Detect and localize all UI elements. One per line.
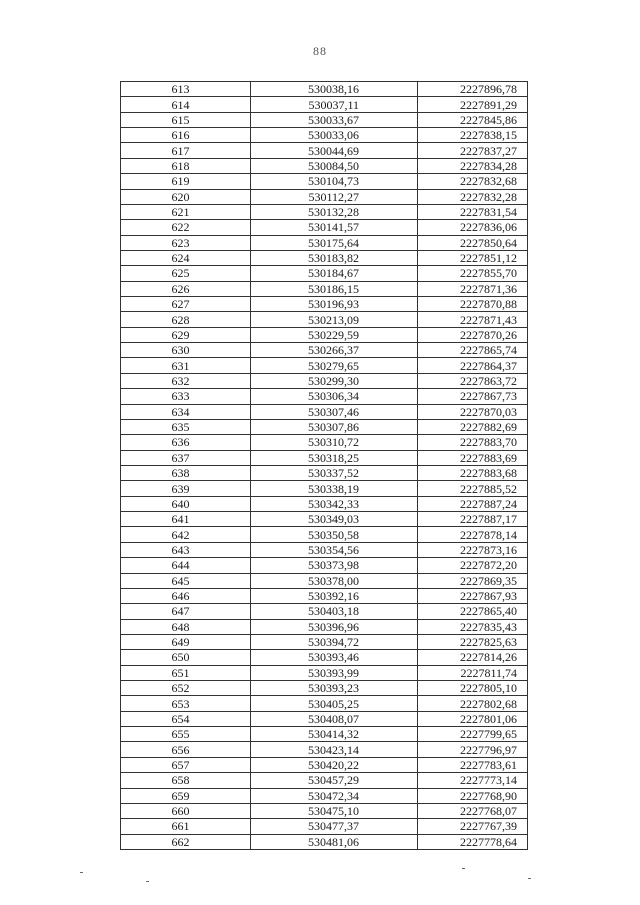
table-row xyxy=(121,542,528,557)
y-coordinate-cell: 2227887,17 xyxy=(418,512,528,527)
y-coordinate-cell: 2227869,35 xyxy=(418,573,528,588)
y-coordinate-cell: 2227885,52 xyxy=(418,481,528,496)
x-coordinate-cell: 530457,29 xyxy=(251,773,418,788)
point-number-cell: 627 xyxy=(121,297,251,312)
x-coordinate-cell: 530310,72 xyxy=(251,435,418,450)
point-number-cell: 633 xyxy=(121,389,251,404)
point-number-cell: 651 xyxy=(121,665,251,680)
x-coordinate-cell: 530420,22 xyxy=(251,757,418,772)
point-number-cell: 645 xyxy=(121,573,251,588)
y-coordinate-cell: 2227834,28 xyxy=(418,158,528,173)
table-row xyxy=(121,819,528,834)
table-row xyxy=(121,450,528,465)
y-coordinate-cell: 2227883,68 xyxy=(418,465,528,480)
point-number-cell: 646 xyxy=(121,588,251,603)
point-number-cell: 631 xyxy=(121,358,251,373)
x-coordinate-cell: 530472,34 xyxy=(251,788,418,803)
table-row xyxy=(121,97,528,112)
point-number-cell: 644 xyxy=(121,558,251,573)
x-coordinate-cell: 530337,52 xyxy=(251,465,418,480)
y-coordinate-cell: 2227837,27 xyxy=(418,143,528,158)
point-number-cell: 632 xyxy=(121,373,251,388)
x-coordinate-cell: 530338,19 xyxy=(251,481,418,496)
x-coordinate-cell: 530183,82 xyxy=(251,250,418,265)
x-coordinate-cell: 530318,25 xyxy=(251,450,418,465)
table-row xyxy=(121,665,528,680)
y-coordinate-cell: 2227863,72 xyxy=(418,373,528,388)
y-coordinate-cell: 2227825,63 xyxy=(418,634,528,649)
y-coordinate-cell: 2227871,43 xyxy=(418,312,528,327)
x-coordinate-cell: 530354,56 xyxy=(251,542,418,557)
table-row xyxy=(121,158,528,173)
x-coordinate-cell: 530033,06 xyxy=(251,128,418,143)
x-coordinate-cell: 530350,58 xyxy=(251,527,418,542)
x-coordinate-cell: 530378,00 xyxy=(251,573,418,588)
point-number-cell: 648 xyxy=(121,619,251,634)
y-coordinate-cell: 2227768,07 xyxy=(418,803,528,818)
y-coordinate-cell: 2227864,37 xyxy=(418,358,528,373)
point-number-cell: 626 xyxy=(121,281,251,296)
y-coordinate-cell: 2227832,28 xyxy=(418,189,528,204)
point-number-cell: 615 xyxy=(121,112,251,127)
y-coordinate-cell: 2227867,73 xyxy=(418,389,528,404)
y-coordinate-cell: 2227773,14 xyxy=(418,773,528,788)
point-number-cell: 638 xyxy=(121,465,251,480)
y-coordinate-cell: 2227801,06 xyxy=(418,711,528,726)
table-row xyxy=(121,358,528,373)
x-coordinate-cell: 530104,73 xyxy=(251,174,418,189)
point-number-cell: 625 xyxy=(121,266,251,281)
point-number-cell: 630 xyxy=(121,343,251,358)
y-coordinate-cell: 2227831,54 xyxy=(418,204,528,219)
point-number-cell: 621 xyxy=(121,204,251,219)
y-coordinate-cell: 2227870,03 xyxy=(418,404,528,419)
x-coordinate-cell: 530033,67 xyxy=(251,112,418,127)
x-coordinate-cell: 530423,14 xyxy=(251,742,418,757)
point-number-cell: 661 xyxy=(121,819,251,834)
x-coordinate-cell: 530044,69 xyxy=(251,143,418,158)
table-row xyxy=(121,297,528,312)
point-number-cell: 620 xyxy=(121,189,251,204)
point-number-cell: 653 xyxy=(121,696,251,711)
y-coordinate-cell: 2227878,14 xyxy=(418,527,528,542)
y-coordinate-cell: 2227845,86 xyxy=(418,112,528,127)
x-coordinate-cell: 530184,67 xyxy=(251,266,418,281)
point-number-cell: 660 xyxy=(121,803,251,818)
x-coordinate-cell: 530475,10 xyxy=(251,803,418,818)
y-coordinate-cell: 2227865,74 xyxy=(418,343,528,358)
x-coordinate-cell: 530408,07 xyxy=(251,711,418,726)
y-coordinate-cell: 2227855,70 xyxy=(418,266,528,281)
point-number-cell: 629 xyxy=(121,327,251,342)
point-number-cell: 652 xyxy=(121,681,251,696)
point-number-cell: 650 xyxy=(121,650,251,665)
y-coordinate-cell: 2227870,26 xyxy=(418,327,528,342)
x-coordinate-cell: 530393,23 xyxy=(251,681,418,696)
y-coordinate-cell: 2227835,43 xyxy=(418,619,528,634)
table-row xyxy=(121,742,528,757)
table-row xyxy=(121,174,528,189)
y-coordinate-cell: 2227882,69 xyxy=(418,419,528,434)
x-coordinate-cell: 530393,46 xyxy=(251,650,418,665)
point-number-cell: 643 xyxy=(121,542,251,557)
x-coordinate-cell: 530477,37 xyxy=(251,819,418,834)
x-coordinate-cell: 530112,27 xyxy=(251,189,418,204)
x-coordinate-cell: 530175,64 xyxy=(251,235,418,250)
point-number-cell: 636 xyxy=(121,435,251,450)
scan-speck xyxy=(462,868,465,869)
point-number-cell: 640 xyxy=(121,496,251,511)
page-number: 88 xyxy=(313,44,327,58)
table-row xyxy=(121,573,528,588)
point-number-cell: 635 xyxy=(121,419,251,434)
table-row xyxy=(121,250,528,265)
x-coordinate-cell: 530342,33 xyxy=(251,496,418,511)
table-row xyxy=(121,803,528,818)
point-number-cell: 656 xyxy=(121,742,251,757)
table-row xyxy=(121,189,528,204)
x-coordinate-cell: 530279,65 xyxy=(251,358,418,373)
y-coordinate-cell: 2227883,69 xyxy=(418,450,528,465)
point-number-cell: 618 xyxy=(121,158,251,173)
table-row xyxy=(121,773,528,788)
point-number-cell: 657 xyxy=(121,757,251,772)
x-coordinate-cell: 530213,09 xyxy=(251,312,418,327)
point-number-cell: 634 xyxy=(121,404,251,419)
table-row xyxy=(121,312,528,327)
point-number-cell: 622 xyxy=(121,220,251,235)
y-coordinate-cell: 2227887,24 xyxy=(418,496,528,511)
x-coordinate-cell: 530132,28 xyxy=(251,204,418,219)
table-row xyxy=(121,650,528,665)
y-coordinate-cell: 2227796,97 xyxy=(418,742,528,757)
x-coordinate-cell: 530229,59 xyxy=(251,327,418,342)
y-coordinate-cell: 2227836,06 xyxy=(418,220,528,235)
x-coordinate-cell: 530299,30 xyxy=(251,373,418,388)
point-number-cell: 624 xyxy=(121,250,251,265)
x-coordinate-cell: 530403,18 xyxy=(251,604,418,619)
table-row xyxy=(121,419,528,434)
table-row xyxy=(121,588,528,603)
table-row xyxy=(121,389,528,404)
point-number-cell: 655 xyxy=(121,727,251,742)
x-coordinate-cell: 530141,57 xyxy=(251,220,418,235)
point-number-cell: 616 xyxy=(121,128,251,143)
point-number-cell: 614 xyxy=(121,97,251,112)
y-coordinate-cell: 2227802,68 xyxy=(418,696,528,711)
y-coordinate-cell: 2227783,61 xyxy=(418,757,528,772)
y-coordinate-cell: 2227778,64 xyxy=(418,834,528,849)
point-number-cell: 659 xyxy=(121,788,251,803)
scan-speck xyxy=(146,881,149,882)
point-number-cell: 649 xyxy=(121,634,251,649)
x-coordinate-cell: 530084,50 xyxy=(251,158,418,173)
y-coordinate-cell: 2227870,88 xyxy=(418,297,528,312)
x-coordinate-cell: 530392,16 xyxy=(251,588,418,603)
y-coordinate-cell: 2227872,20 xyxy=(418,558,528,573)
table-row xyxy=(121,373,528,388)
x-coordinate-cell: 530306,34 xyxy=(251,389,418,404)
table-row xyxy=(121,619,528,634)
scan-speck xyxy=(80,872,83,873)
y-coordinate-cell: 2227767,39 xyxy=(418,819,528,834)
table-row xyxy=(121,235,528,250)
table-row xyxy=(121,512,528,527)
point-number-cell: 613 xyxy=(121,82,251,97)
y-coordinate-cell: 2227865,40 xyxy=(418,604,528,619)
table-row xyxy=(121,281,528,296)
x-coordinate-cell: 530414,32 xyxy=(251,727,418,742)
x-coordinate-cell: 530307,86 xyxy=(251,419,418,434)
table-row xyxy=(121,727,528,742)
table-row xyxy=(121,757,528,772)
table-row xyxy=(121,143,528,158)
point-number-cell: 637 xyxy=(121,450,251,465)
point-number-cell: 641 xyxy=(121,512,251,527)
point-number-cell: 639 xyxy=(121,481,251,496)
y-coordinate-cell: 2227850,64 xyxy=(418,235,528,250)
y-coordinate-cell: 2227799,65 xyxy=(418,727,528,742)
point-number-cell: 658 xyxy=(121,773,251,788)
x-coordinate-cell: 530186,15 xyxy=(251,281,418,296)
x-coordinate-cell: 530037,11 xyxy=(251,97,418,112)
table-row xyxy=(121,634,528,649)
point-number-cell: 617 xyxy=(121,143,251,158)
table-row xyxy=(121,481,528,496)
table-row xyxy=(121,435,528,450)
y-coordinate-cell: 2227832,68 xyxy=(418,174,528,189)
point-number-cell: 647 xyxy=(121,604,251,619)
y-coordinate-cell: 2227871,36 xyxy=(418,281,528,296)
x-coordinate-cell: 530038,16 xyxy=(251,82,418,97)
table-row xyxy=(121,834,528,849)
table-row xyxy=(121,496,528,511)
table-row xyxy=(121,266,528,281)
x-coordinate-cell: 530196,93 xyxy=(251,297,418,312)
table-row xyxy=(121,112,528,127)
table-row xyxy=(121,527,528,542)
point-number-cell: 628 xyxy=(121,312,251,327)
x-coordinate-cell: 530373,98 xyxy=(251,558,418,573)
x-coordinate-cell: 530307,46 xyxy=(251,404,418,419)
y-coordinate-cell: 2227838,15 xyxy=(418,128,528,143)
table-row xyxy=(121,681,528,696)
coordinates-table xyxy=(120,81,528,850)
table-row xyxy=(121,404,528,419)
x-coordinate-cell: 530393,99 xyxy=(251,665,418,680)
x-coordinate-cell: 530396,96 xyxy=(251,619,418,634)
table-row xyxy=(121,558,528,573)
table-row xyxy=(121,343,528,358)
y-coordinate-cell: 2227891,29 xyxy=(418,97,528,112)
table-row xyxy=(121,220,528,235)
y-coordinate-cell: 2227896,78 xyxy=(418,82,528,97)
y-coordinate-cell: 2227805,10 xyxy=(418,681,528,696)
y-coordinate-cell: 2227814,26 xyxy=(418,650,528,665)
x-coordinate-cell: 530405,25 xyxy=(251,696,418,711)
table-row xyxy=(121,711,528,726)
table-row xyxy=(121,465,528,480)
scan-speck xyxy=(528,878,531,879)
table-row xyxy=(121,82,528,97)
point-number-cell: 619 xyxy=(121,174,251,189)
y-coordinate-cell: 2227867,93 xyxy=(418,588,528,603)
y-coordinate-cell: 2227768,90 xyxy=(418,788,528,803)
table-row xyxy=(121,128,528,143)
x-coordinate-cell: 530481,06 xyxy=(251,834,418,849)
table-row xyxy=(121,788,528,803)
table-row xyxy=(121,696,528,711)
table-row xyxy=(121,604,528,619)
y-coordinate-cell: 2227811,74 xyxy=(418,665,528,680)
x-coordinate-cell: 530349,03 xyxy=(251,512,418,527)
coordinates-table-body xyxy=(121,82,528,850)
point-number-cell: 662 xyxy=(121,834,251,849)
table-row xyxy=(121,204,528,219)
x-coordinate-cell: 530266,37 xyxy=(251,343,418,358)
point-number-cell: 654 xyxy=(121,711,251,726)
point-number-cell: 623 xyxy=(121,235,251,250)
x-coordinate-cell: 530394,72 xyxy=(251,634,418,649)
table-row xyxy=(121,327,528,342)
y-coordinate-cell: 2227873,16 xyxy=(418,542,528,557)
y-coordinate-cell: 2227883,70 xyxy=(418,435,528,450)
point-number-cell: 642 xyxy=(121,527,251,542)
y-coordinate-cell: 2227851,12 xyxy=(418,250,528,265)
